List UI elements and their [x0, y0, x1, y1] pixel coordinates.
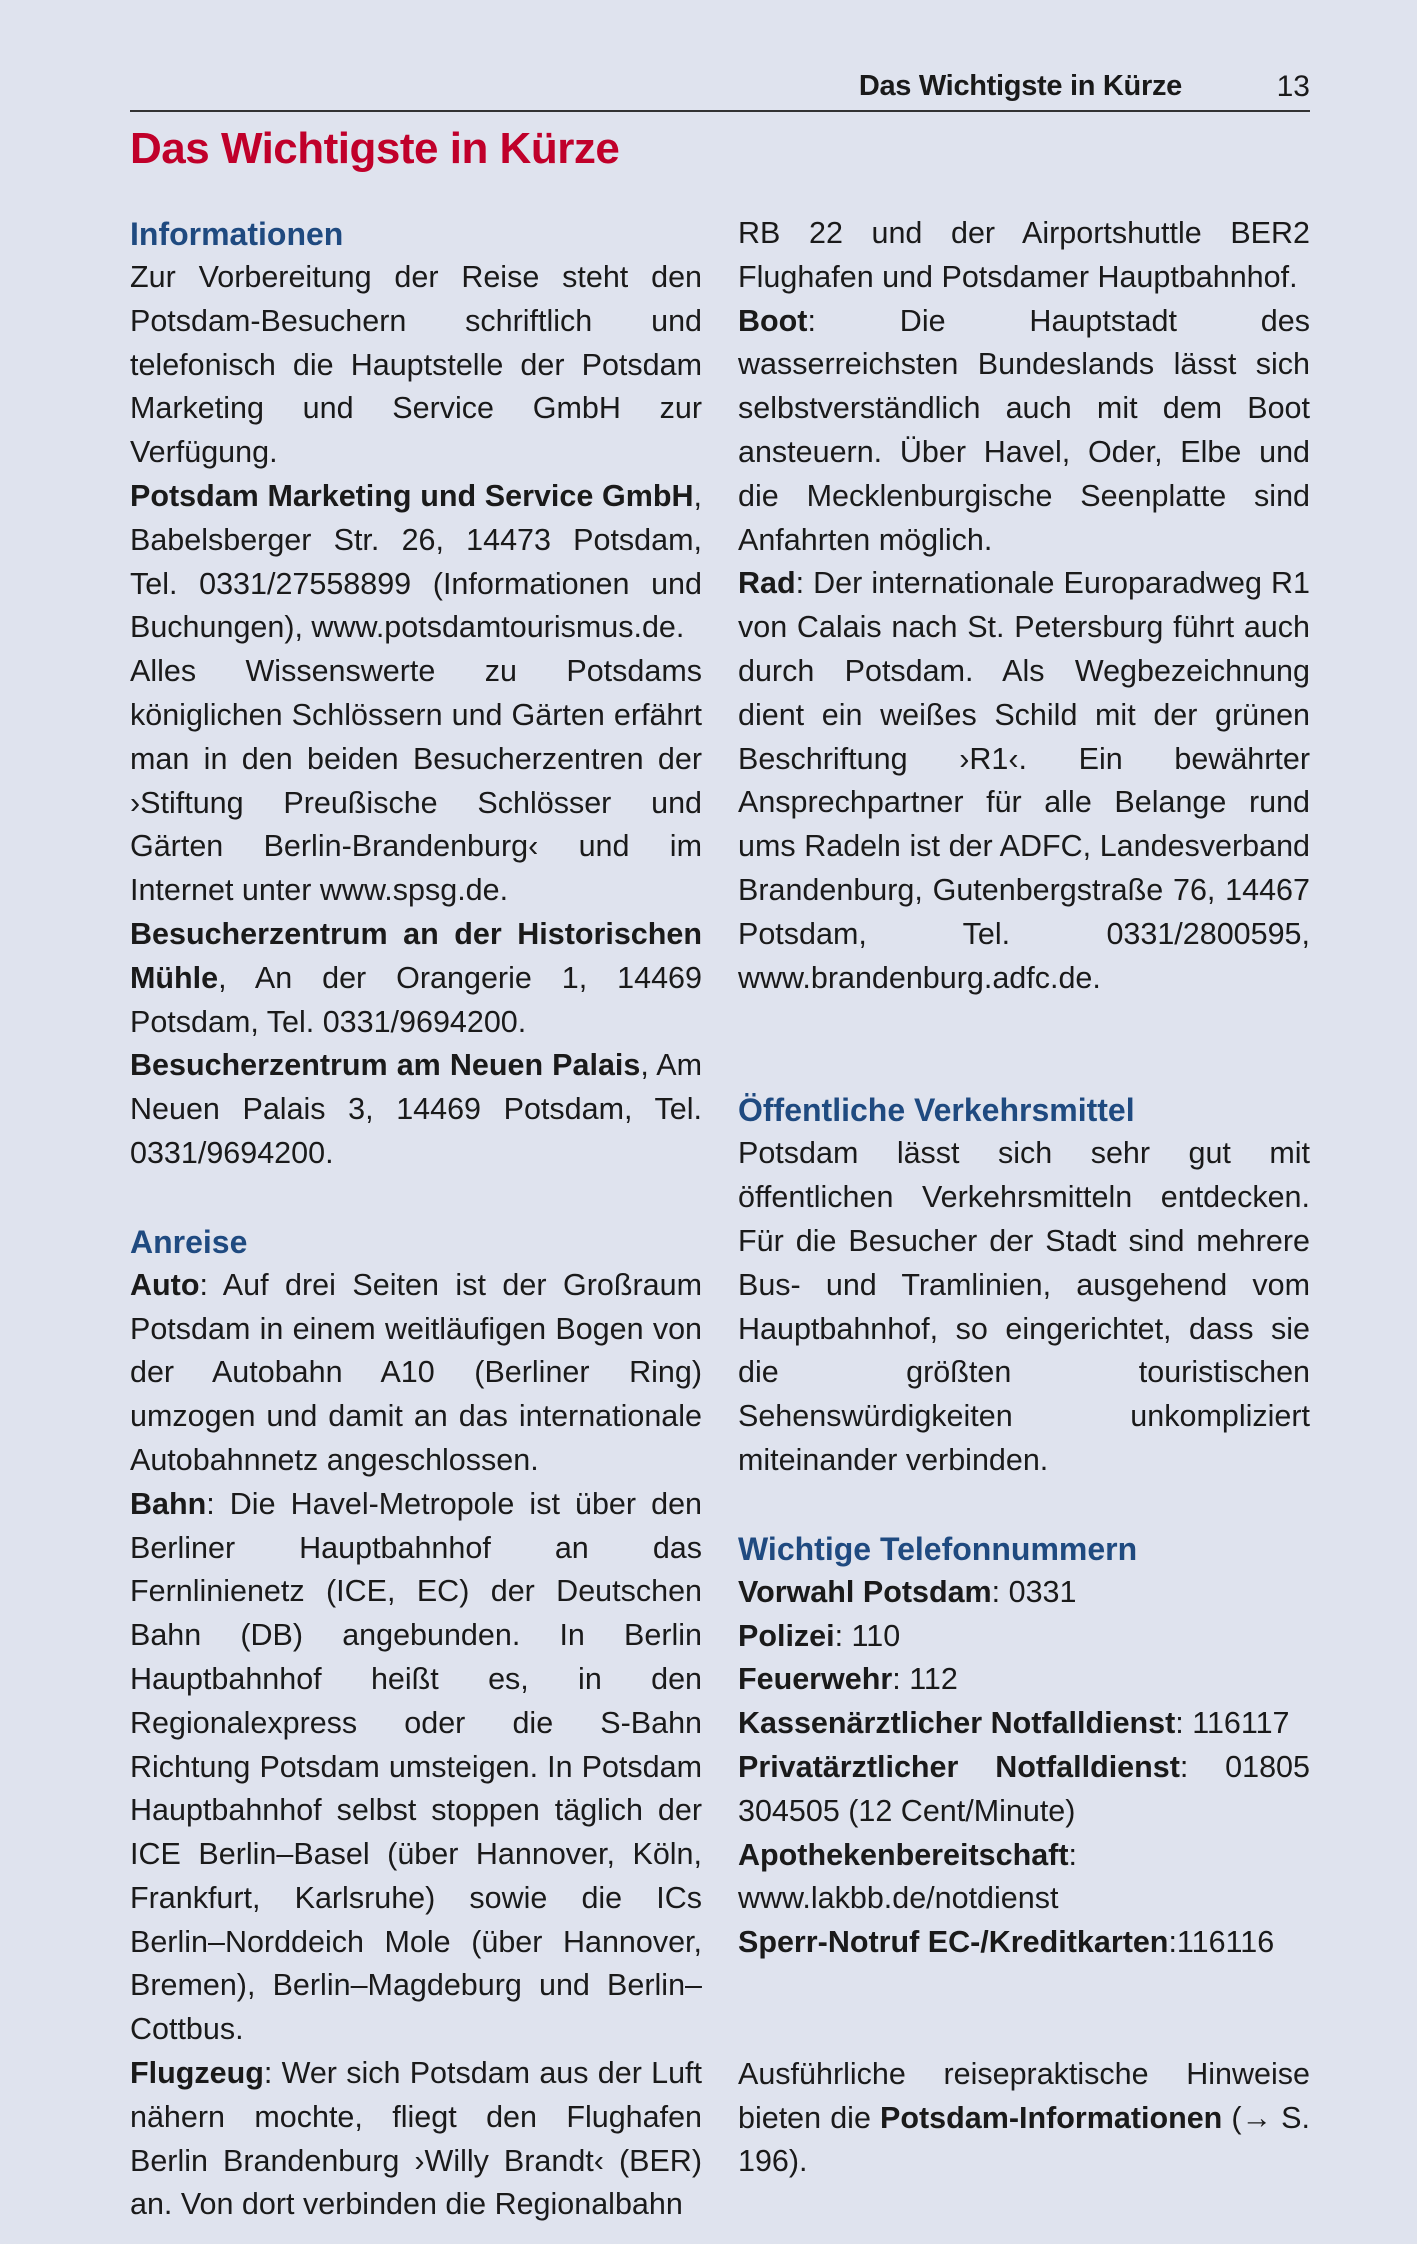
tel-kassenarzt [738, 1702, 1310, 1746]
tel-label: Privatärztlicher Notfalldienst [738, 1749, 1180, 1784]
left-column [130, 212, 702, 2227]
tel-polizei [738, 1615, 1310, 1659]
auto-label: Auto [130, 1267, 200, 1302]
pmsg-details: , Babelsberger Str. 26, 14473 Potsdam, Tel. 0331/27558899 (Informationen und Buchungen), www.potsdamtourismus.de. [130, 478, 702, 645]
center2-details: , Am Neuen Palais 3, 14469 Potsdam, Tel. 0331/9694200. [130, 1048, 703, 1170]
tel-apotheke [738, 1834, 1310, 1922]
anreise-bahn [130, 1483, 702, 2052]
anreise-boot [738, 300, 1310, 563]
pmsg-name: Potsdam Marketing und Service GmbH [130, 478, 694, 513]
center1-name: Besucherzentrum an der Historischen Mühle [130, 916, 702, 995]
anreise-rad [738, 562, 1310, 1000]
tel-value: : 116117 [1175, 1706, 1290, 1741]
tel-label: Sperr-Notruf EC-/Kreditkarten [738, 1925, 1169, 1960]
footer-note-reference: Potsdam-Informationen [880, 2100, 1223, 2135]
info-intro: Zur Vorbereitung der Reise steht den Potsdam-Besuchern schriftlich und telefonisch die Hauptstelle der Potsdam Marketing und Service GmbH zur Verfügung. [130, 260, 702, 470]
anreise-auto [130, 1264, 702, 1483]
spacer [738, 1000, 1310, 1088]
tel-privatarzt [738, 1746, 1310, 1834]
tel-value: : 0331 [991, 1574, 1077, 1609]
center2-name: Besucherzentrum am Neuen Palais [130, 1048, 641, 1083]
spacer [130, 1176, 702, 1220]
info-center1 [130, 913, 702, 1044]
tel-label: Polizei [738, 1618, 835, 1653]
spacer [738, 1483, 1310, 1527]
footer-note [738, 2053, 1310, 2184]
boot-text: : Die Hauptstadt des wasserreichsten Bundeslands lässt sich selbstverständlich auch mit dem Boot ansteuern. Über Havel, Oder, Elbe und die Mecklenburgische Seenplatte sind Anfahrten möglich. [738, 303, 1310, 557]
bahn-text: : Die Havel-Metropole ist über den Berliner Hauptbahnhof an das Fernlinienetz (ICE, EC) der Deutschen Bahn (DB) angebunden. In Berlin Hauptbahnhof heißt es, in den Regionalexpress oder die S-Bahn Richtung Potsdam umsteigen. In Potsdam Hauptbahnhof selbst stoppen täglich der ICE Berlin–Basel (über Hannover, Köln, Frankfurt, Karlsruhe) sowie die ICs Berlin–Norddeich Mole (über Hannover, Bremen), Berlin–Magdeburg und Berlin–Cottbus. [130, 1486, 702, 2047]
tel-label: Kassenärztlicher Notfalldienst [738, 1706, 1176, 1741]
info-pmsg [130, 475, 702, 650]
flugzeug-text: : Wer sich Potsdam aus der Luft nähern mochte, fliegt den Flughafen Berlin Brandenburg ›Willy Brandt‹ (BER) an. Von dort verbinden die Regionalbahn [130, 2056, 702, 2222]
tel-label: Apothekenbereitschaft [738, 1837, 1069, 1872]
tel-label: Feuerwehr [738, 1662, 893, 1697]
auto-text: : Auf drei Seiten ist der Großraum Potsdam in einem weitläufigen Bogen von der Autobahn A10 (Berliner Ring) umzogen und damit an das internationale Autobahnnetz angeschlossen. [130, 1267, 702, 1477]
tel-value: : 112 [892, 1662, 958, 1697]
heading-oepnv: Öffentliche Verkehrsmittel [738, 1092, 1135, 1129]
running-title: Das Wichtigste in Kürze [858, 70, 1182, 102]
anreise-flugzeug [130, 2052, 702, 2227]
boot-label: Boot [738, 303, 808, 338]
tel-value: :116116 [1168, 1925, 1275, 1960]
rad-text: : Der internationale Europaradweg R1 von Calais nach St. Petersburg führt auch durch Potsdam. Als Wegbezeichnung dient ein weißes Schild mit der grünen Beschriftung ›R1‹. Ein bewährter Ansprechpartner für alle Belange rund ums Radeln ist der ADFC, Landesverband Brandenburg, Gutenbergstraße 76, 14467 Potsdam, Tel. 0331/2800595, www.brandenburg.adfc.de. [738, 566, 1310, 995]
anreise-flugzeug-continued: RB 22 und der Airportshuttle BER2 Flughafen und Potsdamer Hauptbahnhof. [738, 216, 1310, 294]
tel-value: : 01805 304505 (12 Cent/Minute) [738, 1749, 1310, 1828]
tel-label: Vorwahl Potsdam [738, 1574, 992, 1609]
tel-sperrnotruf [738, 1921, 1310, 1965]
right-column [738, 212, 1310, 2184]
bahn-label: Bahn [130, 1486, 207, 1521]
page-number: 13 [1276, 70, 1310, 103]
spacer [738, 1965, 1310, 2053]
center1-details: , An der Orangerie 1, 14469 Potsdam, Tel. 0331/9694200. [130, 960, 702, 1039]
heading-anreise: Anreise [130, 1223, 248, 1260]
oepnv-text: Potsdam lässt sich sehr gut mit öffentlichen Verkehrsmitteln entdecken. Für die Besucher der Stadt sind mehrere Bus- und Tramlinien, ausgehend vom Hauptbahnhof, so eingerichtet, dass sie die größten touristischen Sehenswürdigkeiten unkompliziert miteinander verbinden. [738, 1136, 1310, 1477]
page-title: Das Wichtigste in Kürze [130, 124, 620, 173]
heading-informationen: Informationen [130, 216, 344, 252]
tel-vorwahl [738, 1571, 1310, 1615]
tel-value: : 110 [834, 1618, 901, 1653]
tel-value: : www.lakbb.de/notdienst [738, 1837, 1077, 1916]
footer-note-page-ref: (→ S. 196). [738, 2100, 1310, 2179]
tel-feuerwehr [738, 1658, 1310, 1702]
info-center2 [130, 1044, 702, 1175]
flugzeug-label: Flugzeug [130, 2056, 264, 2091]
info-spsg: Alles Wissenswerte zu Potsdams königlichen Schlössern und Gärten erfährt man in den beiden Besucherzentren der ›Stiftung Preußische Schlösser und Gärten Berlin-Brandenburg‹ und im Internet unter www.spsg.de. [130, 654, 702, 908]
footer-note-text: Ausführliche reisepraktische Hinweise bieten die [738, 2056, 1310, 2135]
rad-label: Rad [738, 566, 796, 601]
heading-telefon: Wichtige Telefonnummern [738, 1530, 1138, 1567]
running-header [130, 68, 1310, 112]
